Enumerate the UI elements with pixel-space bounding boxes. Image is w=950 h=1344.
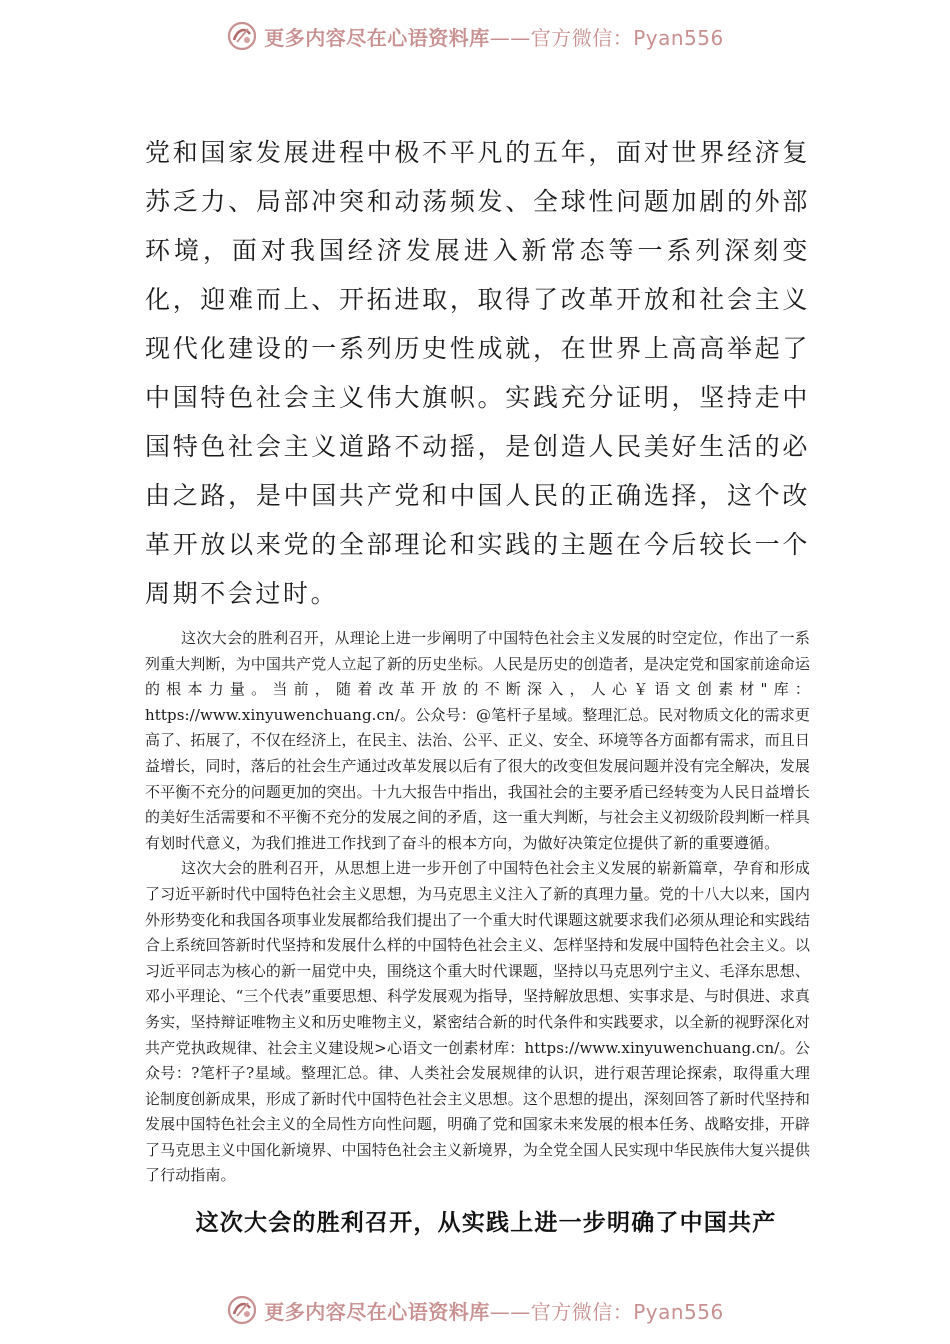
seal-logo-icon: [226, 1294, 258, 1326]
seal-logo-icon: [226, 20, 258, 52]
paragraph-thought: 这次大会的胜利召开，从思想上进一步开创了中国特色社会主义发展的崭新篇章，孕育和形成了习近平新时代中国特色社会主义思想，为马克思主义注入了新的真理力量。党的十八大以来，国内外形势变化和我国各项事业发展都给我们提出了一个重大时代课题这就要求我们必须从理论和实践结合上系统回答新时代坚持和发展什么样的中国特色社会主义、怎样坚持和发展中国特色社会主义。以习近平同志为核心的新一届党中央，围绕这个重大时代课题，坚持以马克思列宁主义、毛泽东思想、邓小平理论、“三个代表”重要思想、科学发展观为指导，坚持解放思想、实事求是、与时俱进、求真务实，坚持辩证唯物主义和历史唯物主义，紧密结合新的时代条件和实践要求，以全新的视野深化对共产党执政规律、社会主义建设规>心语文一创素材库：https://www.xinyuwenchuang.cn/。公众号：?笔杆子?星域。整理汇总。律、人类社会发展规律的认识，进行艰苦理论探索，取得重大理论制度创新成果，形成了新时代中国特色社会主义思想。这个思想的提出，深刻回答了新时代坚持和发展中国特色社会主义的全局性方向性问题，明确了党和国家未来发展的根本任务、战略安排，开辟了马克思主义中国化新境界、中国特色社会主义新境界，为全党全国人民实现中华民族伟大复兴提供了行动指南。: [145, 859, 810, 1185]
small-text-section: [145, 626, 810, 1189]
header-wechat-text: 官方微信：Pyan556: [530, 25, 724, 50]
header-banner-text: [264, 22, 724, 51]
paragraph-theory: 这次大会的胜利召开，从理论上进一步阐明了中国特色社会主义发展的时空定位，作出了一系列重大判断，为中国共产党人立起了新的历史坐标。人民是历史的创造者，是决定党和国家前途命运的根本力量。当前，随着改革开放的不断深入，人心￥语文创素材"库：https://www.xinyuwenchuang.cn/。公众号：@笔杆子星域。整理汇总。民对物质文化的需求更高了、拓展了，不仅在经济上，在民主、法治、公平、正义、安全、环境等各方面都有需求，而且日益增长，同时，落后的社会生产通过改革发展以后有了很大的改变但发展问题并没有完全解决，发展不平衡不充分的问题更加的突出。十九大报告中指出，我国社会的主要矛盾已经转变为人民日益增长的美好生活需要和不平衡不充分的发展之间的矛盾，这一重大判断，与社会主义初级阶段判断一样具有划时代意义，为我们推进工作找到了奋斗的根本方向，为做好决策定位提供了新的重要遵循。: [145, 629, 810, 852]
footer-wechat-text: 官方微信：Pyan556: [530, 1299, 724, 1324]
footer-site-text: 更多内容尽在心语资料库: [264, 1299, 490, 1324]
header-banner: [0, 16, 950, 56]
header-site-text: 更多内容尽在心语资料库: [264, 25, 490, 50]
intro-paragraph: 党和国家发展进程中极不平凡的五年，面对世界经济复苏乏力、局部冲突和动荡频发、全球性问题加剧的外部环境，面对我国经济发展进入新常态等一系列深刻变化，迎难而上、开拓进取，取得了改革开放和社会主义现代化建设的一系列历史性成就，在世界上高高举起了中国特色社会主义伟大旗帜。实践充分证明，坚持走中国特色社会主义道路不动摇，是创造人民美好生活的必由之路，是中国共产党和中国人民的正确选择，这个改革开放以来党的全部理论和实践的主题在今后较长一个周期不会过时。: [145, 138, 810, 608]
document-body: [145, 128, 810, 1243]
heading-paragraph: 这次大会的胜利召开，从实践上进一步明确了中国共产: [195, 1210, 777, 1237]
footer-separator: ——: [489, 1299, 531, 1324]
footer-banner: [0, 1290, 950, 1330]
header-separator: ——: [489, 25, 531, 50]
footer-banner-text: [264, 1296, 724, 1325]
